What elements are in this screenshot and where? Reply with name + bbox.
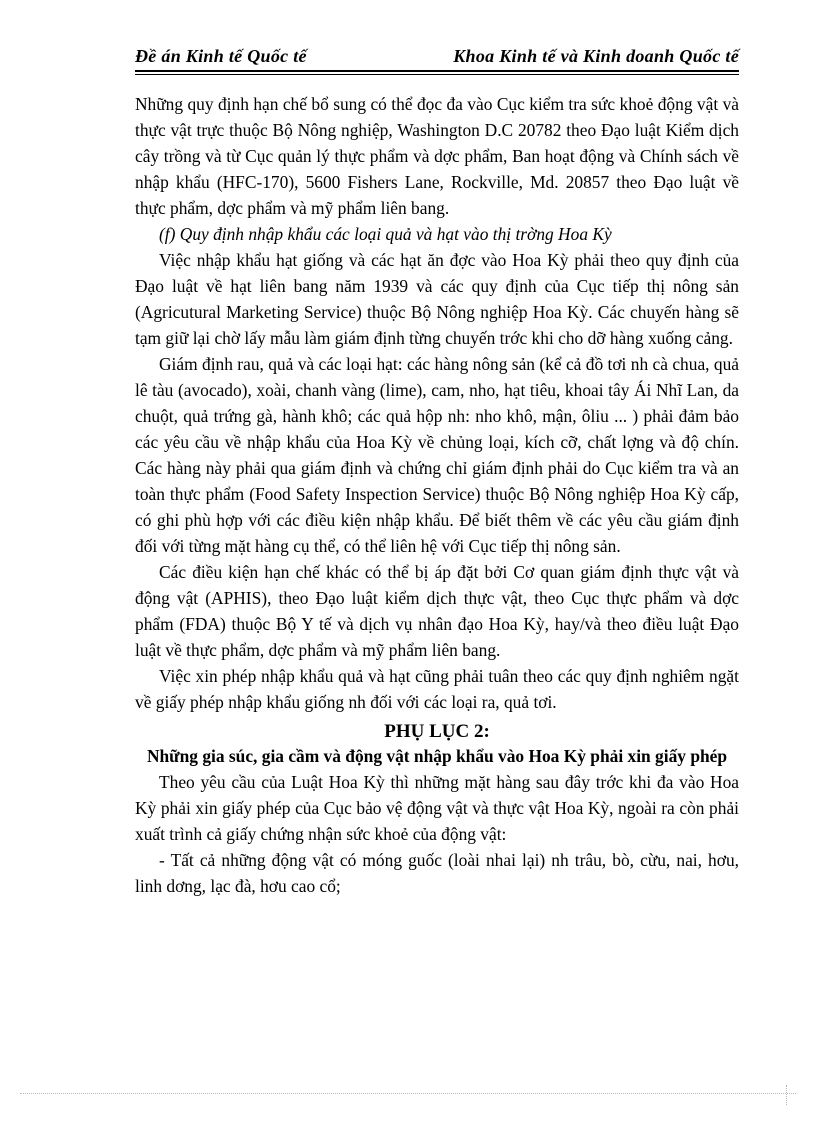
document-body [135, 91, 739, 899]
paragraph-other-restrictions: Các điều kiện hạn chế khác có thể bị áp đặt bởi Cơ quan giám định thực vật và động vật (APHIS), theo Đạo luật kiểm dịch thực vật, theo Cục thực phẩm và dợc phẩm (FDA) thuộc Bộ Y tế và dịch vụ nhân đạo Hoa Kỳ, hay/và theo điều luật Đạo luật về thực phẩm, dợc phẩm và mỹ phẩm liên bang. [135, 562, 739, 660]
page-bottom-border [20, 1093, 796, 1094]
appendix-title: PHỤ LỤC 2: [384, 721, 490, 742]
paragraph-seed-import: Việc nhập khẩu hạt giống và các hạt ăn đợc vào Hoa Kỳ phải theo quy định của Đạo luật về hạt liên bang năm 1939 và các quy định của Cục tiếp thị nông sản (Agricutural Marketing Service) thuộc Bộ Nông nghiệp Hoa Kỳ. Các chuyến hàng sẽ tạm giữ lại chờ lấy mẫu làm giám định từng chuyến trớc khi cho dỡ hàng xuống cảng. [135, 250, 739, 348]
header-rule [135, 70, 739, 72]
page-corner-mark [786, 1085, 801, 1105]
appendix-subtitle: Những gia súc, gia cầm và động vật nhập khẩu vào Hoa Kỳ phải xin giấy phép [146, 746, 728, 766]
paragraph-import-permits: Việc xin phép nhập khẩu quả và hạt cũng phải tuân theo các quy định nghiêm ngặt về giấy phép nhập khẩu giống nh đối với các loại ra, quả tơi. [135, 666, 739, 712]
section-heading-f: (f) Quy định nhập khẩu các loại quả và hạt vào thị trờng Hoa Kỳ [159, 224, 612, 244]
header-faculty-name: Khoa Kinh tế và Kinh doanh Quốc tế [453, 46, 739, 66]
header-rule-thin [135, 74, 739, 75]
paragraph-us-law-requirements: Theo yêu cầu của Luật Hoa Kỳ thì những mặt hàng sau đây trớc khi đa vào Hoa Kỳ phải xin giấy phép của Cục bảo vệ động vật và thực vật Hoa Kỳ, ngoài ra còn phải xuất trình cả giấy chứng nhận sức khoẻ của động vật: [135, 772, 739, 844]
list-item-hoofed-animals: - Tất cả những động vật có móng guốc (loài nhai lại) nh trâu, bò, cừu, nai, hơu, linh dơng, lạc đà, hơu cao cổ; [135, 850, 739, 896]
paragraph-additional-restrictions: Những quy định hạn chế bổ sung có thể đọc đa vào Cục kiểm tra sức khoẻ động vật và thực vật trực thuộc Bộ Nông nghiệp, Washington D.C 20782 theo Đạo luật Kiểm dịch cây trồng và từ Cục quản lý thực phẩm và dợc phẩm, Ban hoạt động và Chính sách về nhập khẩu (HFC-170), 5600 Fishers Lane, Rockville, Md. 20857 theo Đạo luật về thực phẩm, dợc phẩm và mỹ phẩm liên bang. [135, 94, 739, 218]
header-course-title: Đề án Kinh tế Quốc tế [135, 46, 307, 66]
page-header [135, 46, 739, 68]
paragraph-produce-inspection: Giám định rau, quả và các loại hạt: các hàng nông sản (kể cả đồ tơi nh cà chua, quả lê tàu (avocado), xoài, chanh vàng (lime), cam, nho, hạt tiêu, khoai tây Ái Nhĩ Lan, da chuột, quả trứng gà, hành khô; các quả hộp nh: nho khô, mận, ôliu ... ) phải đảm bảo các yêu cầu về nhập khẩu của Hoa Kỳ về chủng loại, kích cỡ, chất lợng và độ chín. Các hàng này phải qua giám định và chứng chỉ giám định phải do Cục kiểm tra và an toàn thực phẩm (Food Safety Inspection Service) thuộc Bộ Nông nghiệp Hoa Kỳ cấp, có ghi phù hợp với các điều kiện nhập khẩu. Để biết thêm về các yêu cầu giám định đối với từng mặt hàng cụ thể, có thể liên hệ với Cục tiếp thị nông sản. [135, 354, 739, 556]
